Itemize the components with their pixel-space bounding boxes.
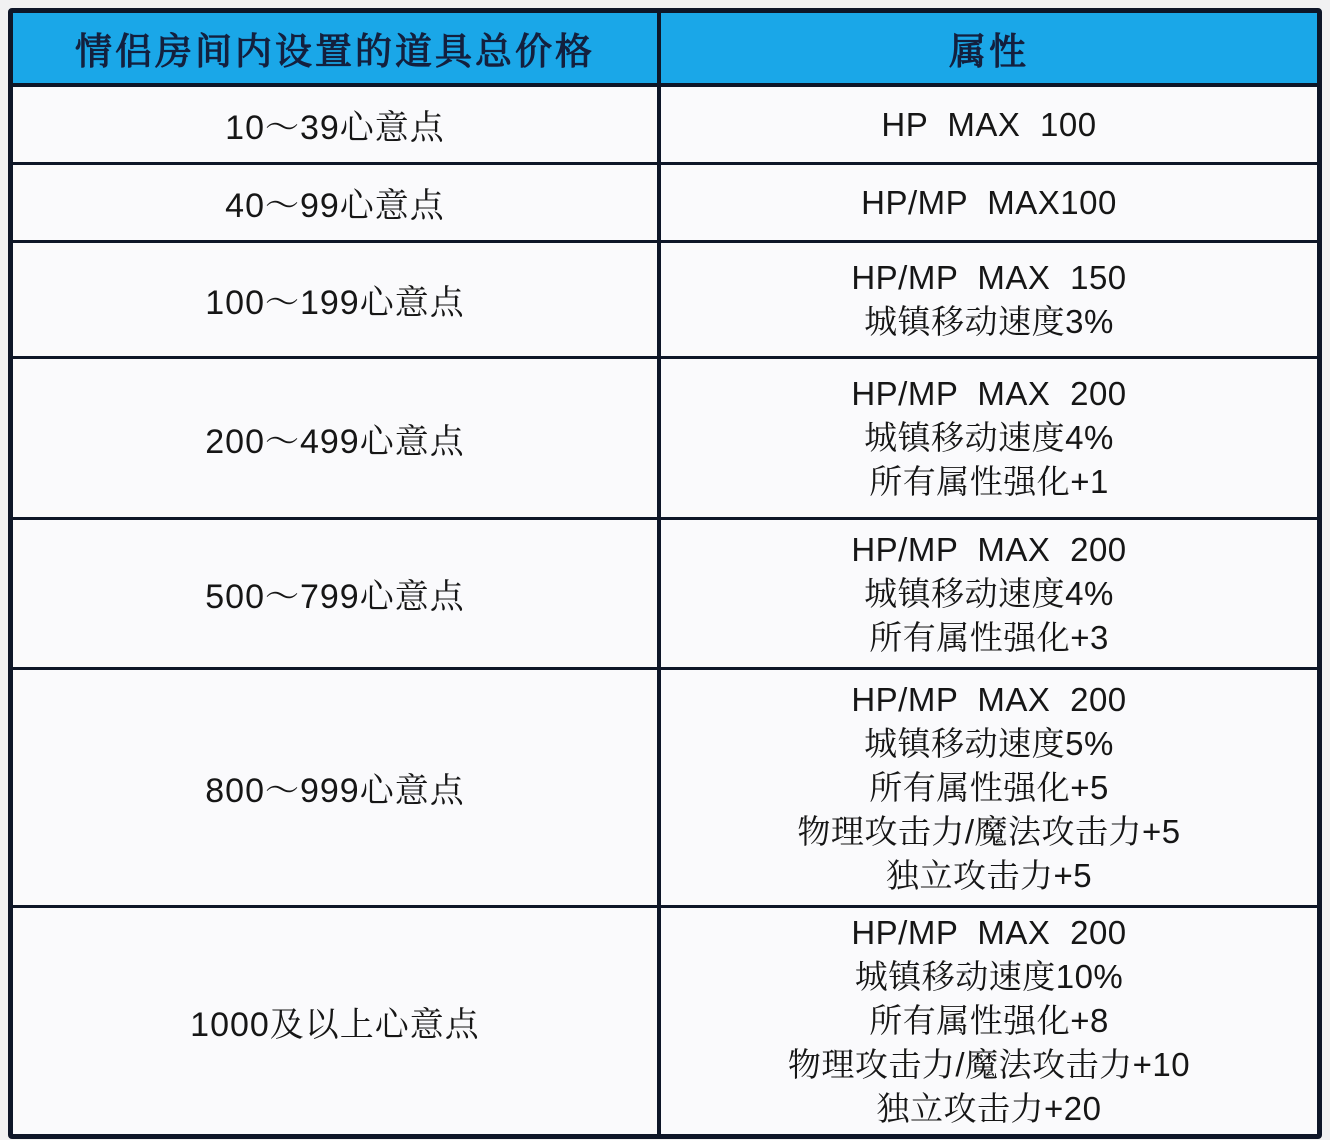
attribute-line: 城镇移动速度10% xyxy=(854,958,1124,995)
attributes-cell xyxy=(661,243,1317,356)
attributes-cell xyxy=(661,670,1317,905)
table-row xyxy=(13,162,1317,240)
attribute-line: 城镇移动速度4% xyxy=(864,419,1114,456)
attribute-line: HP/MP MAX 150 xyxy=(851,258,1127,296)
header-cell-attributes: 属性 xyxy=(949,31,1029,72)
table-row xyxy=(13,87,1317,162)
table-row xyxy=(13,356,1317,517)
attributes-cell xyxy=(661,87,1317,162)
price-cell: 500～799心意点 xyxy=(13,520,661,667)
table-row xyxy=(13,240,1317,356)
attribute-line: 城镇移动速度3% xyxy=(864,302,1114,340)
table-row xyxy=(13,517,1317,667)
price-cell: 1000及以上心意点 xyxy=(13,908,661,1134)
attributes-cell xyxy=(661,520,1317,667)
attribute-line: 所有属性强化+3 xyxy=(869,618,1109,656)
attribute-line: HP/MP MAX 200 xyxy=(851,375,1127,412)
price-cell: 100～199心意点 xyxy=(13,243,661,356)
price-cell: 800～999心意点 xyxy=(13,670,661,905)
price-cell: 200～499心意点 xyxy=(13,359,661,517)
table-header-row xyxy=(13,13,1317,87)
price-cell: 10～39心意点 xyxy=(13,87,661,162)
attribute-line: HP/MP MAX100 xyxy=(861,183,1117,221)
attribute-line: HP/MP MAX 200 xyxy=(851,680,1127,718)
attribute-line: HP/MP MAX 200 xyxy=(851,530,1127,568)
attributes-table xyxy=(8,8,1322,1139)
attribute-line: HP MAX 100 xyxy=(881,105,1097,143)
attributes-cell xyxy=(661,359,1317,517)
attribute-line: 城镇移动速度4% xyxy=(864,574,1114,612)
attribute-line: 物理攻击力/魔法攻击力+5 xyxy=(797,812,1181,850)
header-cell-price: 情侣房间内设置的道具总价格 xyxy=(13,13,661,83)
attribute-line: 所有属性强化+8 xyxy=(869,1002,1109,1039)
attribute-line: 所有属性强化+5 xyxy=(869,768,1109,806)
attributes-cell xyxy=(661,908,1317,1134)
price-cell: 40～99心意点 xyxy=(13,165,661,240)
attribute-line: 独立攻击力+5 xyxy=(885,856,1093,894)
attribute-line: 所有属性强化+1 xyxy=(869,463,1109,500)
attributes-cell xyxy=(661,165,1317,240)
attribute-line: 独立攻击力+20 xyxy=(876,1090,1102,1127)
table-body xyxy=(13,87,1317,1134)
table-row xyxy=(13,667,1317,905)
attribute-line: 城镇移动速度5% xyxy=(864,724,1114,762)
table-row xyxy=(13,905,1317,1134)
attribute-line: HP/MP MAX 200 xyxy=(851,914,1127,951)
attribute-line: 物理攻击力/魔法攻击力+10 xyxy=(787,1046,1191,1083)
